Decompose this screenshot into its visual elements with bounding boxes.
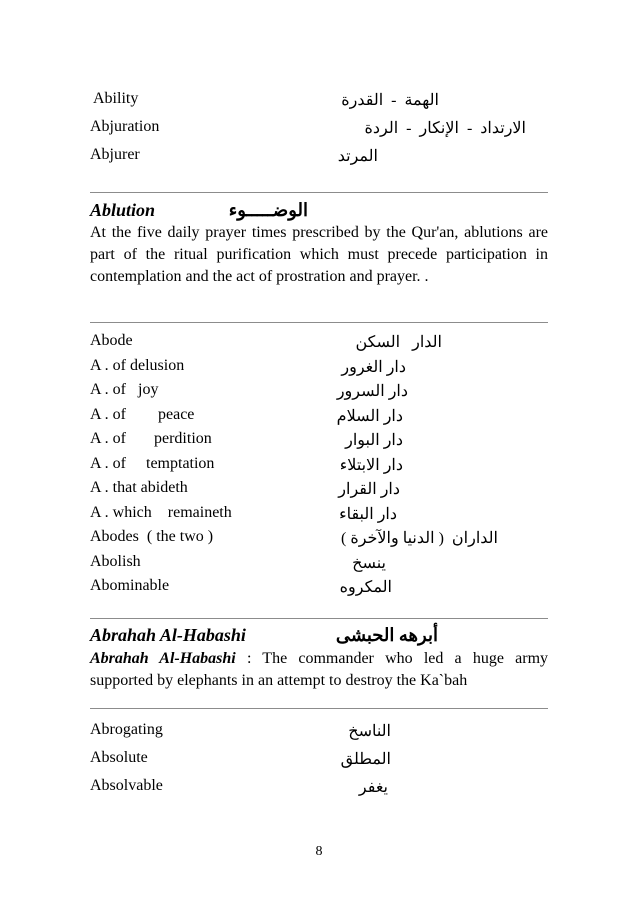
entry-english: A . of peace: [90, 406, 195, 423]
entry-english: A . of temptation: [90, 455, 215, 472]
abrahah-heading-arabic: أبرهه الحبشى: [335, 625, 438, 645]
entry-abode-peace: [90, 406, 548, 430]
entry-arabic: دار السرور: [336, 383, 408, 400]
entry-abode-temptation: [90, 455, 548, 479]
entry-english: Abjurer: [90, 146, 140, 163]
entry-english: Abode: [90, 332, 133, 349]
entry-abrogating: [90, 721, 548, 745]
ablution-heading: Ablution: [90, 200, 156, 220]
entry-arabic: الداران ( الدنيا والآخرة ): [340, 530, 498, 547]
entry-abominable: [90, 577, 548, 601]
entry-english: Abolish: [90, 553, 141, 570]
entry-english: Abodes ( the two ): [90, 528, 214, 545]
entry-english: A . that abideth: [90, 479, 188, 496]
entry-english: A . of perdition: [90, 430, 212, 447]
entry-english: A . which remaineth: [90, 504, 232, 521]
entry-english: Abjuration: [90, 118, 160, 135]
entry-arabic: الناسخ: [348, 723, 391, 740]
entry-abode: [90, 332, 548, 356]
abrahah-lead: Abrahah Al-Habashi: [90, 650, 236, 667]
entry-arabic: دار البقاء: [339, 506, 397, 523]
entry-arabic: دار الابتلاء: [339, 457, 403, 474]
entry-arabic: الدار السكن: [355, 334, 442, 351]
entry-abode-remaineth: [90, 504, 548, 528]
entry-arabic: يغفر: [358, 779, 388, 796]
entry-abode-delusion: [90, 357, 548, 381]
entry-english: Absolute: [90, 749, 148, 766]
abrahah-body: : The commander who led a huge army supported by elephants in an attempt to destroy the Ka`bah: [90, 650, 549, 689]
entry-abode-perdition: [90, 430, 548, 454]
entry-absolvable: [90, 777, 548, 801]
entry-arabic: المكروه: [339, 579, 392, 596]
ablution-heading-arabic: الوضـــــوء: [228, 200, 308, 220]
entry-abodes-two: [90, 528, 548, 552]
entry-abode-abideth: [90, 479, 548, 503]
entry-english: A . of joy: [90, 381, 159, 398]
entry-english: Absolvable: [90, 777, 163, 794]
entry-arabic: دار البوار: [345, 432, 403, 449]
entry-arabic: دار السلام: [336, 408, 403, 425]
entry-abolish: [90, 553, 548, 577]
entry-arabic: المطلق: [340, 751, 391, 768]
entry-arabic: ينسخ: [352, 555, 386, 572]
entry-abode-joy: [90, 381, 548, 405]
abrahah-heading: Abrahah Al-Habashi: [90, 625, 246, 645]
entry-abjuration: [90, 118, 548, 142]
entry-english: A . of delusion: [90, 357, 185, 374]
entry-ability: [90, 90, 548, 114]
entry-english: Abominable: [90, 577, 170, 594]
divider: [90, 708, 548, 709]
entry-arabic: الهمة - القدرة: [341, 92, 439, 109]
entry-arabic: الارتداد - الإنكار - الردة: [364, 120, 526, 137]
entry-arabic: دار الغرور: [341, 359, 406, 376]
ablution-description: At the five daily prayer times prescribed by the Qur'an, ablutions are part of the ritual purification which must precede participation in contemplation and the act of prostration and prayer. .: [90, 224, 548, 285]
divider: [90, 322, 548, 323]
entry-english: Ability: [93, 90, 139, 107]
entry-abjurer: [90, 146, 548, 170]
entry-absolute: [90, 749, 548, 773]
divider: [90, 618, 548, 619]
abrahah-description: [90, 648, 548, 692]
entry-english: Abrogating: [90, 721, 163, 738]
entry-arabic: دار القرار: [338, 481, 400, 498]
page-number: 8: [315, 844, 323, 859]
divider: [90, 192, 548, 193]
entry-arabic: المرتد: [337, 148, 378, 165]
